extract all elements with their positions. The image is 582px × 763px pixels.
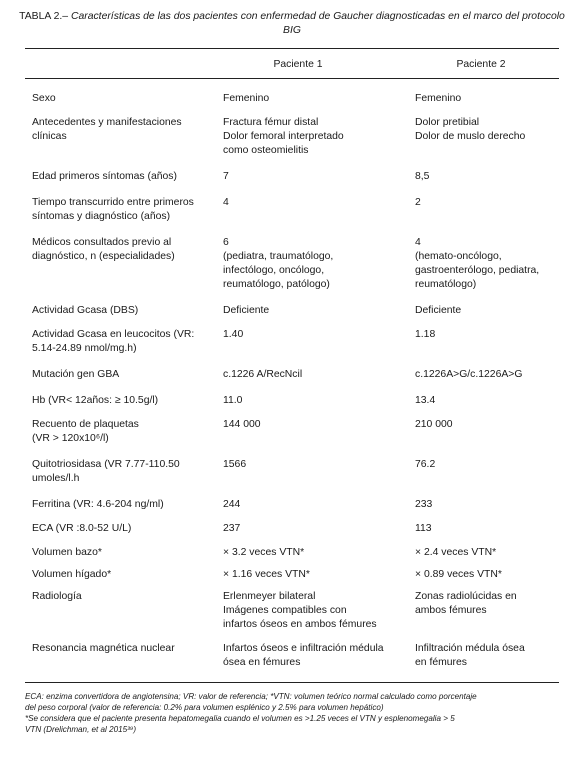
table-row [25,116,559,170]
footnote-line: *Se considera que el paciente presenta hepatomegalia cuando el volumen es >1.25 veces el VTN y esplenomegalia > 5 [25,714,455,723]
cell-text: infartos óseos en ambos fémures [223,619,377,630]
patient-1-value [223,458,415,498]
cell-text: c.1226A>G/c.1226A>G [415,369,523,380]
patient-1-value [223,328,415,368]
cell-text: Femenino [415,93,462,104]
cell-text: Actividad Gcasa (DBS) [32,305,139,316]
cell-text: Infiltración médula ósea [415,643,525,654]
cell-text: 13.4 [415,395,436,406]
patient-1-value [223,522,415,546]
patient-2-value [415,92,559,116]
cell-text: Ferritina (VR: 4.6-204 ng/ml) [32,499,164,510]
patient-2-value [415,642,559,670]
footnote-line: VTN (Drelichman, et al 2015³⁹) [25,725,137,734]
table-title [12,10,572,37]
cell-text: 4 [223,197,229,208]
row-label [25,590,223,642]
row-label [25,170,223,196]
cell-text: Fractura fémur distal [223,117,319,128]
row-label [25,394,223,418]
cell-text: diagnóstico, n (especialidades) [32,251,175,262]
table-row [25,170,559,196]
patient-2-value [415,498,559,522]
table-row [25,196,559,236]
patient-1-value [223,498,415,522]
cell-text: (VR > 120x10⁶/l) [32,433,109,444]
cell-text: 6 [223,237,229,248]
cell-text: ambos fémures [415,605,487,616]
cell-text: Resonancia magnética nuclear [32,643,175,654]
row-label [25,304,223,328]
cell-text: como osteomielitis [223,145,309,156]
row-label [25,568,223,590]
cell-text: 210 000 [415,419,453,430]
cell-text: (hemato-oncólogo, [415,251,502,262]
cell-text: 244 [223,499,241,510]
cell-text: Hb (VR< 12años: ≥ 10.5g/l) [32,395,159,406]
cell-text: infectólogo, oncólogo, [223,265,325,276]
cell-text: (pediatra, traumatólogo, [223,251,334,262]
row-label [25,196,223,236]
patient-1-value [223,92,415,116]
cell-text: 1.18 [415,329,436,340]
header-rule [25,78,559,79]
cell-text: 7 [223,171,229,182]
row-label [25,92,223,116]
patient-1-value [223,418,415,458]
patient-1-value [223,590,415,642]
cell-text: Recuento de plaquetas [32,419,139,430]
row-label [25,458,223,498]
table-row [25,590,559,642]
footnote-line: del peso corporal (valor de referencia: 0.2% para volumen esplénico y 2.5% para volumen hepático) [25,703,384,712]
cell-text: 8,5 [415,171,430,182]
cell-text: 2 [415,197,421,208]
patient-2-value [415,546,559,568]
cell-text: ECA (VR :8.0-52 U/L) [32,523,132,534]
patient-1-value [223,642,415,670]
patient-2-value [415,522,559,546]
table-row [25,394,559,418]
patient-1-value [223,368,415,394]
patient-2-value [415,170,559,196]
cell-text: 11.0 [223,395,243,406]
cell-text: 1.40 [223,329,244,340]
row-label [25,522,223,546]
cell-text: Actividad Gcasa en leucocitos (VR: [32,329,195,340]
table-row [25,546,559,568]
row-label [25,368,223,394]
table-caption: Características de las dos pacientes con enfermedad de Gaucher diagnosticadas en el marco del protocolo BIG [70,11,565,36]
cell-text: Erlenmeyer bilateral [223,591,316,602]
patient-1-value [223,568,415,590]
cell-text: en fémures [415,657,467,668]
row-label [25,418,223,458]
patient-1-value [223,196,415,236]
table-row [25,304,559,328]
patient-1-value [223,546,415,568]
cell-text: Femenino [223,93,270,104]
cell-text: Deficiente [223,305,270,316]
row-label [25,116,223,170]
cell-text: Tiempo transcurrido entre primeros [32,197,194,208]
cell-text: Sexo [32,93,56,104]
cell-text: Zonas radiolúcidas en [415,591,517,602]
row-label [25,642,223,670]
cell-text: ósea en fémures [223,657,301,668]
patient-2-value [415,394,559,418]
cell-text: 144 000 [223,419,261,430]
cell-text: c.1226 A/RecNcil [223,369,303,380]
cell-text: × 3.2 veces VTN* [223,547,305,558]
cell-text: 233 [415,499,433,510]
cell-text: Dolor pretibial [415,117,480,128]
cell-text: umoles/l.h [32,473,80,484]
cell-text: × 0.89 veces VTN* [415,569,502,580]
cell-text: 76.2 [415,459,436,470]
patient-2-value [415,590,559,642]
patient-1-value [223,394,415,418]
cell-text: Edad primeros síntomas (años) [32,171,177,182]
table-row [25,418,559,458]
cell-text: Dolor de muslo derecho [415,131,526,142]
cell-text: reumatólogo, patólogo) [223,279,330,290]
header-patient-2: Paciente 2 [456,59,506,70]
patient-2-value [415,304,559,328]
table-row [25,328,559,368]
patient-2-value [415,328,559,368]
patient-1-value [223,304,415,328]
row-label [25,236,223,304]
patient-2-value [415,418,559,458]
cell-text: Dolor femoral interpretado [223,131,344,142]
cell-text: Antecedentes y manifestaciones [32,117,182,128]
cell-text: Imágenes compatibles con [223,605,347,616]
patient-1-value [223,170,415,196]
table-number: TABLA 2.– [19,11,71,22]
patient-2-value [415,568,559,590]
row-label [25,546,223,568]
cell-text: Mutación gen GBA [32,369,120,380]
cell-text: 113 [415,523,432,534]
patient-2-value [415,196,559,236]
cell-text: Volumen hígado* [32,569,112,580]
cell-text: reumatólogo) [415,279,477,290]
row-label [25,498,223,522]
cell-text: 237 [223,523,241,534]
cell-text: Deficiente [415,305,462,316]
table-row [25,522,559,546]
cell-text: × 1.16 veces VTN* [223,569,310,580]
patient-2-value [415,368,559,394]
cell-text: Quitotriosidasa (VR 7.77-110.50 [32,459,180,470]
cell-text: 4 [415,237,421,248]
header-patient-1: Paciente 1 [273,59,323,70]
patient-2-value [415,458,559,498]
table-row [25,368,559,394]
patient-2-value [415,116,559,170]
row-label [25,328,223,368]
cell-text: Radiología [32,591,82,602]
cell-text: Médicos consultados previo al [32,237,172,248]
table-row [25,498,559,522]
cell-text: 5.14-24.89 nmol/mg.h) [32,343,137,354]
top-rule [25,48,559,49]
table-row [25,458,559,498]
footnotes [25,691,565,735]
patient-characteristics-table [25,92,559,670]
patient-2-value [415,236,559,304]
cell-text: gastroenterólogo, pediatra, [415,265,540,276]
table-row [25,642,559,670]
table-row [25,568,559,590]
patient-1-value [223,116,415,170]
cell-text: síntomas y diagnóstico (años) [32,211,171,222]
bottom-rule [25,682,559,683]
cell-text: 1566 [223,459,247,470]
table-row [25,92,559,116]
cell-text: × 2.4 veces VTN* [415,547,497,558]
patient-1-value [223,236,415,304]
cell-text: clínicas [32,131,67,142]
table-row [25,236,559,304]
footnote-line: ECA: enzima convertidora de angiotensina; VR: valor de referencia; *VTN: volumen teórico normal calculado como porcentaje [25,692,477,701]
cell-text: Infartos óseos e infiltración médula [223,643,384,654]
cell-text: Volumen bazo* [32,547,102,558]
